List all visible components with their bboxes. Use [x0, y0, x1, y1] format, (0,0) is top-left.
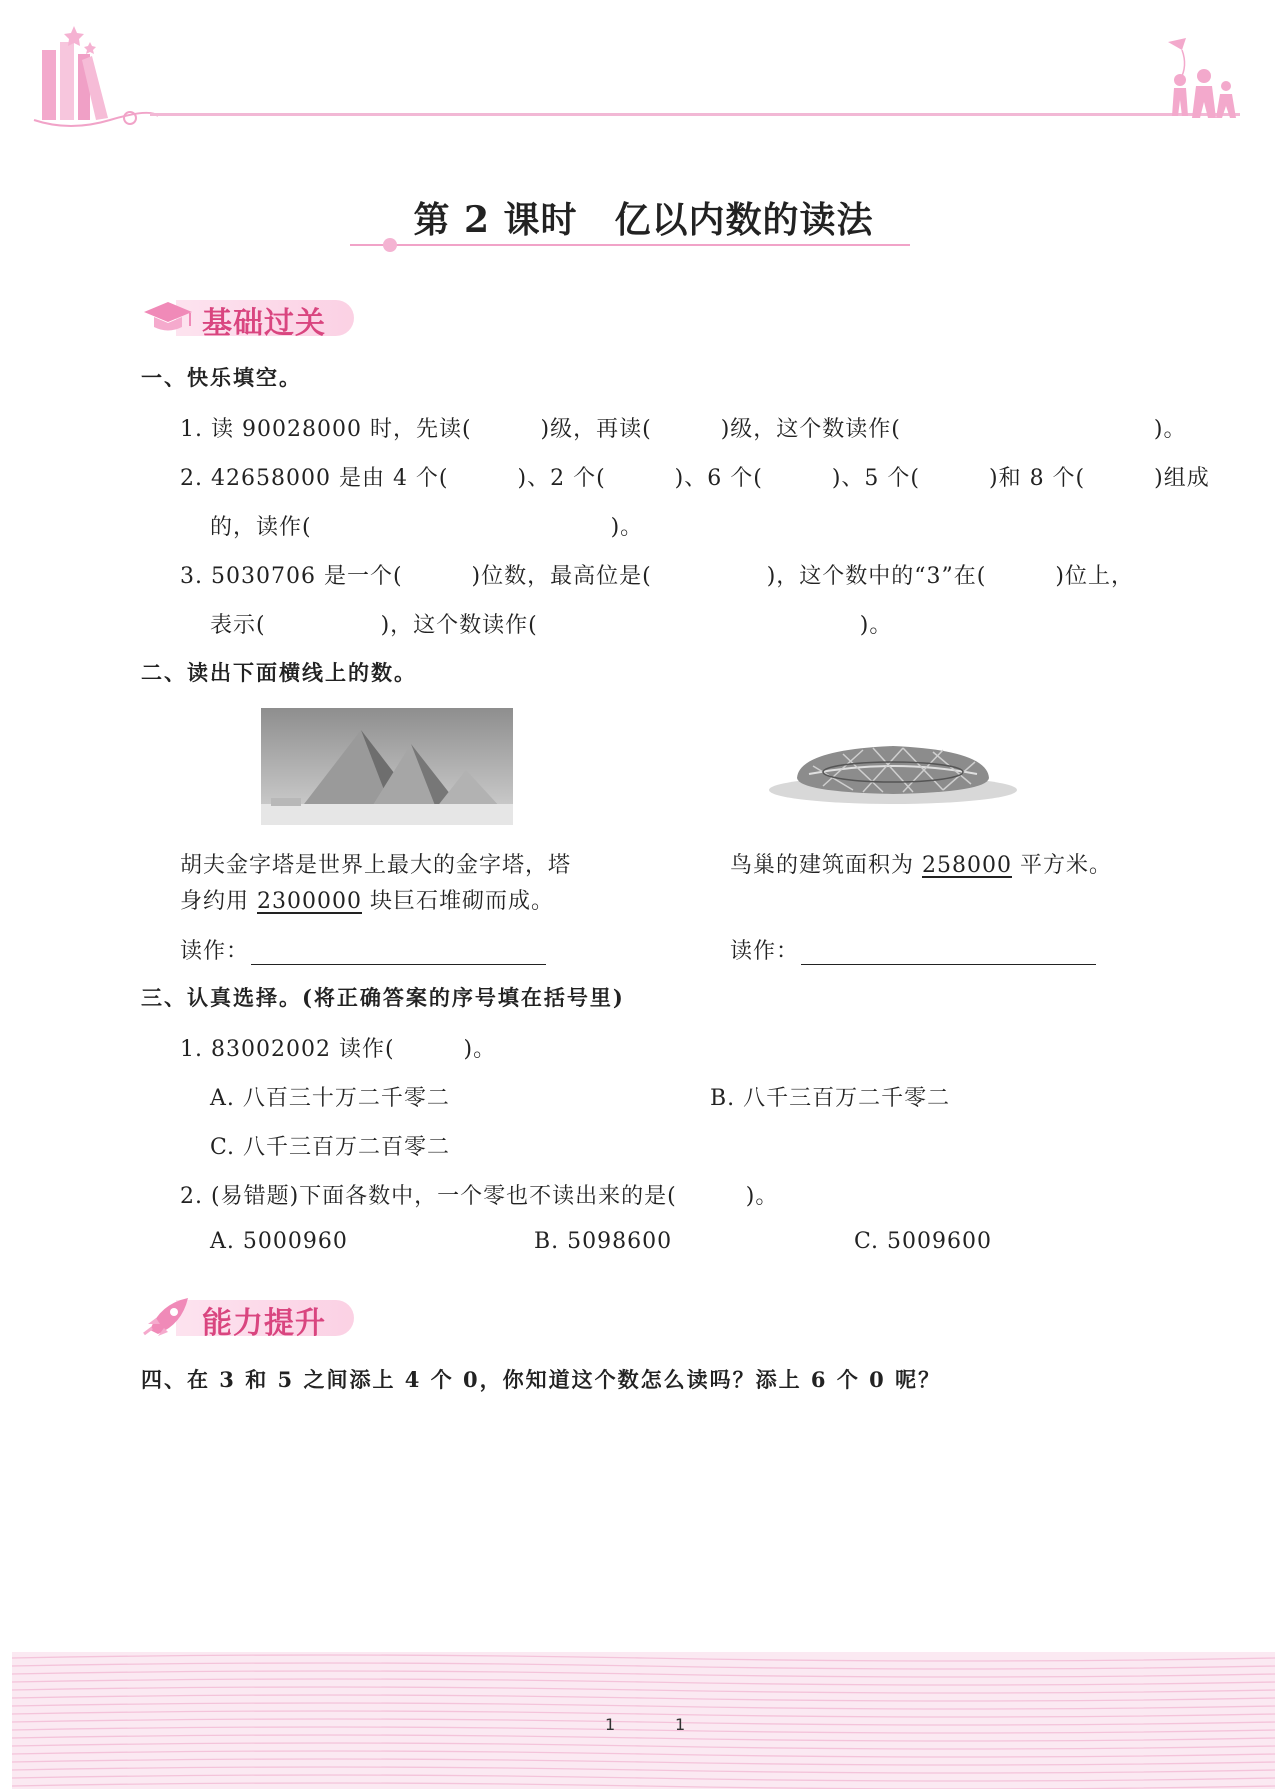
q1-item2-line1: 2. 42658000 是由 4 个( )、2 个( )、6 个( )、5 个( )和 8 个( )组成 — [180, 466, 1210, 491]
q3-item2-option-c: C. 5009600 — [854, 1229, 993, 1254]
page-number-right: 1 — [675, 1715, 686, 1734]
section-title-ability: 能力提升 — [202, 1306, 326, 1341]
q3-item1: 1. 83002002 读作( )。 — [180, 1037, 497, 1062]
pyramid-text-line2: 身约用 2300000 块巨石堆砌而成。 — [180, 889, 554, 914]
q1-heading: 一、快乐填空。 — [141, 365, 302, 390]
pyramids-image — [261, 708, 513, 825]
birds-nest-stadium-image — [763, 728, 1023, 810]
q3-item2: 2. (易错题)下面各数中，一个零也不读出来的是( )。 — [180, 1184, 779, 1209]
read-answer-left: 读作： — [180, 934, 546, 965]
page-number-left: 1 — [605, 1715, 616, 1734]
q1-item3-line2: 表示( )，这个数读作( )。 — [210, 613, 893, 638]
q1-item3-line1: 3. 5030706 是一个( )位数，最高位是( )，这个数中的“3”在( )位上， — [180, 564, 1134, 589]
children-kite-icon — [1158, 36, 1240, 120]
answer-blank-right[interactable] — [801, 942, 1096, 965]
title-dot — [383, 238, 397, 252]
title-underline — [350, 244, 910, 246]
section-banner-ability — [140, 1294, 380, 1341]
section-banner-basic — [140, 294, 380, 341]
section-title-basic: 基础过关 — [202, 306, 326, 341]
rocket-icon — [140, 1294, 196, 1338]
footer-band — [12, 1652, 1275, 1789]
birds-nest-number: 258000 — [922, 853, 1012, 878]
header-rule — [150, 113, 1240, 116]
q3-item1-option-a: A. 八百三十万二千零二 — [210, 1086, 450, 1111]
q3-item2-option-a: A. 5000960 — [210, 1229, 348, 1254]
pyramid-text-line1: 胡夫金字塔是世界上最大的金字塔，塔 — [180, 853, 572, 878]
q2-heading: 二、读出下面横线上的数。 — [141, 660, 417, 685]
birds-nest-text: 鸟巢的建筑面积为 258000 平方米。 — [730, 853, 1112, 878]
q3-item1-option-c: C. 八千三百万二百零二 — [210, 1135, 451, 1160]
graduation-cap-icon — [140, 294, 196, 338]
q4-heading: 四、在 3 和 5 之间添上 4 个 0，你知道这个数怎么读吗？添上 6 个 0 呢？ — [141, 1367, 942, 1392]
answer-blank-left[interactable] — [251, 942, 546, 965]
page-title: 第 2 课时 亿以内数的读法 — [413, 199, 874, 241]
q1-item1: 1. 读 90028000 时，先读( )级，再读( )级，这个数读作( )。 — [180, 417, 1187, 442]
books-logo-icon — [30, 20, 160, 130]
footer-wave-pattern — [12, 1652, 1275, 1789]
q1-item2-line2: 的，读作( )。 — [210, 515, 644, 540]
q3-heading: 三、认真选择。(将正确答案的序号填在括号里) — [141, 985, 625, 1010]
q3-item2-option-b: B. 5098600 — [534, 1229, 673, 1254]
pyramid-number: 2300000 — [257, 889, 362, 914]
q3-item1-option-b: B. 八千三百万二千零二 — [710, 1086, 951, 1111]
read-answer-right: 读作： — [730, 934, 1096, 965]
